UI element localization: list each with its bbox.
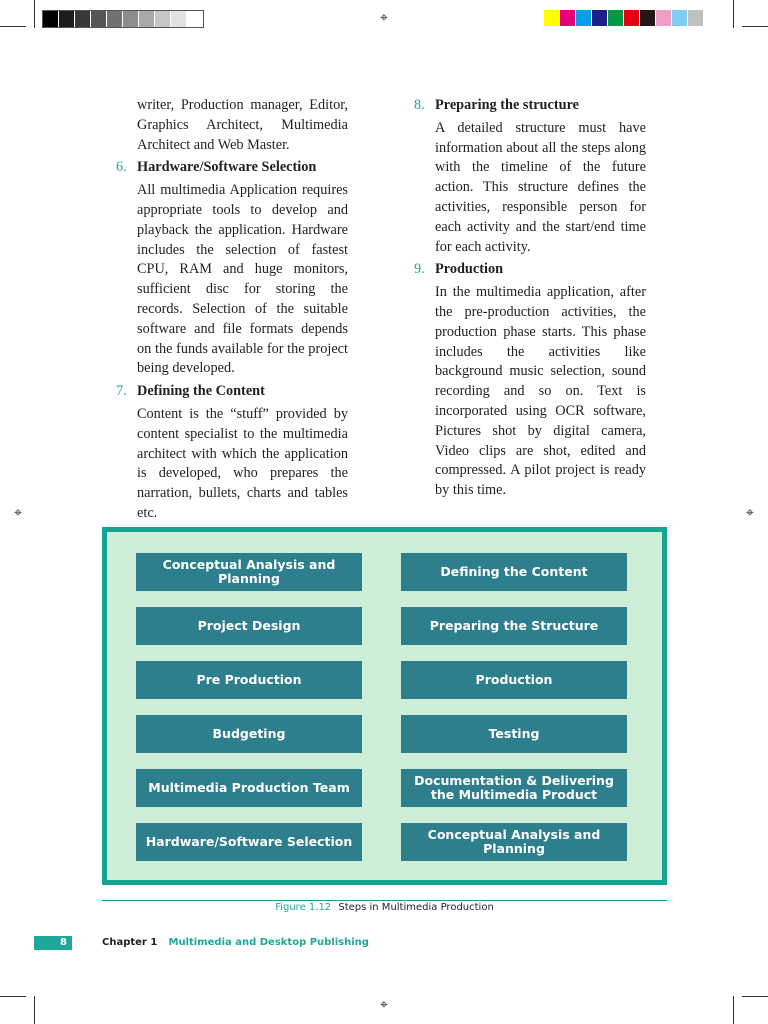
section-title: Hardware/Software Selection [137,159,317,176]
step-box: Multimedia Production Team [136,769,362,807]
registration-mark-icon: ⌖ [14,505,22,521]
step-box: Documentation & Delivering the Multimedia Product [401,769,627,807]
step-box: Defining the Content [401,553,627,591]
color-swatch [43,11,59,27]
step-box: Conceptual Analysis and Planning [401,823,627,861]
registration-mark-icon: ⌖ [380,997,388,1013]
step-box: Conceptual Analysis and Planning [136,553,362,591]
crop-mark [34,996,35,1024]
color-swatch [187,11,203,27]
running-footer [102,936,369,950]
section-number: 9. [414,261,425,278]
registration-mark-icon: ⌖ [746,505,754,521]
crop-mark [733,996,734,1024]
page-number: 8 [34,936,72,950]
step-box: Testing [401,715,627,753]
color-calibration-strip [544,10,704,26]
section-heading [116,382,348,402]
caption-divider [102,900,667,901]
step-box: Pre Production [136,661,362,699]
figure-number: Figure 1.12 [275,902,332,913]
section-number: 8. [414,97,425,113]
color-swatch [91,11,107,27]
color-swatch [155,11,171,27]
color-swatch [608,10,624,26]
step-box: Budgeting [136,715,362,753]
crop-mark [742,996,768,997]
crop-mark [34,0,35,28]
section-body: In the multimedia application, after the pre-production activities, the production phase starts. This phase includes the activities like background music selection, sound recording and so on. Text is incorporated using OCR software, Pictures shot by digital camera, Video clips are shot, edited and compressed. A pilot project is ready by this time. [435,284,646,499]
right-text-column [414,96,646,504]
grey-calibration-strip [42,10,204,28]
continuation-paragraph: writer, Production manager, Editor, Graphics Architect, Multimedia Architect and Web Master. [137,97,348,153]
section-body: All multimedia Application requires appropriate tools to develop and playback the application. Hardware includes the selection of fastest CPU, RAM and huge monitors, sufficient disc for storing the records. Selection of the suitable software and file formats depends on the funds available for the project being developed. [137,182,348,377]
chapter-title: Multimedia and Desktop Publishing [168,937,369,948]
color-swatch [171,11,187,27]
color-swatch [688,10,704,26]
color-swatch [59,11,75,27]
crop-mark [733,0,734,28]
step-box: Project Design [136,607,362,645]
color-swatch [544,10,560,26]
section-heading [116,158,348,178]
color-swatch [123,11,139,27]
section-title: Defining the Content [137,383,265,400]
crop-mark [742,26,768,27]
crop-mark [0,26,26,27]
color-swatch [576,10,592,26]
chapter-label: Chapter 1 [102,937,158,948]
step-box: Production [401,661,627,699]
section-body: A detailed structure must have information about all the steps along with the timeline of the future action. This structure defines the activities, responsible person for each activity and the start/end time for each activity. [435,119,646,255]
section-number: 6. [116,159,127,176]
color-swatch [75,11,91,27]
color-swatch [672,10,688,26]
section-title: Production [435,261,504,278]
section-heading [414,260,646,280]
color-swatch [560,10,576,26]
step-box: Hardware/Software Selection [136,823,362,861]
section-heading [414,96,646,116]
figure-caption [102,902,667,913]
crop-mark [0,996,26,997]
registration-mark-icon: ⌖ [380,10,388,26]
step-box: Preparing the Structure [401,607,627,645]
steps-figure-panel [102,527,667,885]
color-swatch [592,10,608,26]
color-swatch [107,11,123,27]
color-swatch [624,10,640,26]
section-title: Preparing the structure [435,97,580,113]
section-number: 7. [116,383,127,400]
color-swatch [640,10,656,26]
color-swatch [139,11,155,27]
color-swatch [656,10,672,26]
figure-caption-text: Steps in Multimedia Production [338,902,494,913]
section-body: Content is the “stuff” provided by content specialist to the multimedia architect with which the application is developed, who prepares the narration, bullets, charts and tables etc. [137,405,348,521]
left-text-column [116,96,348,527]
